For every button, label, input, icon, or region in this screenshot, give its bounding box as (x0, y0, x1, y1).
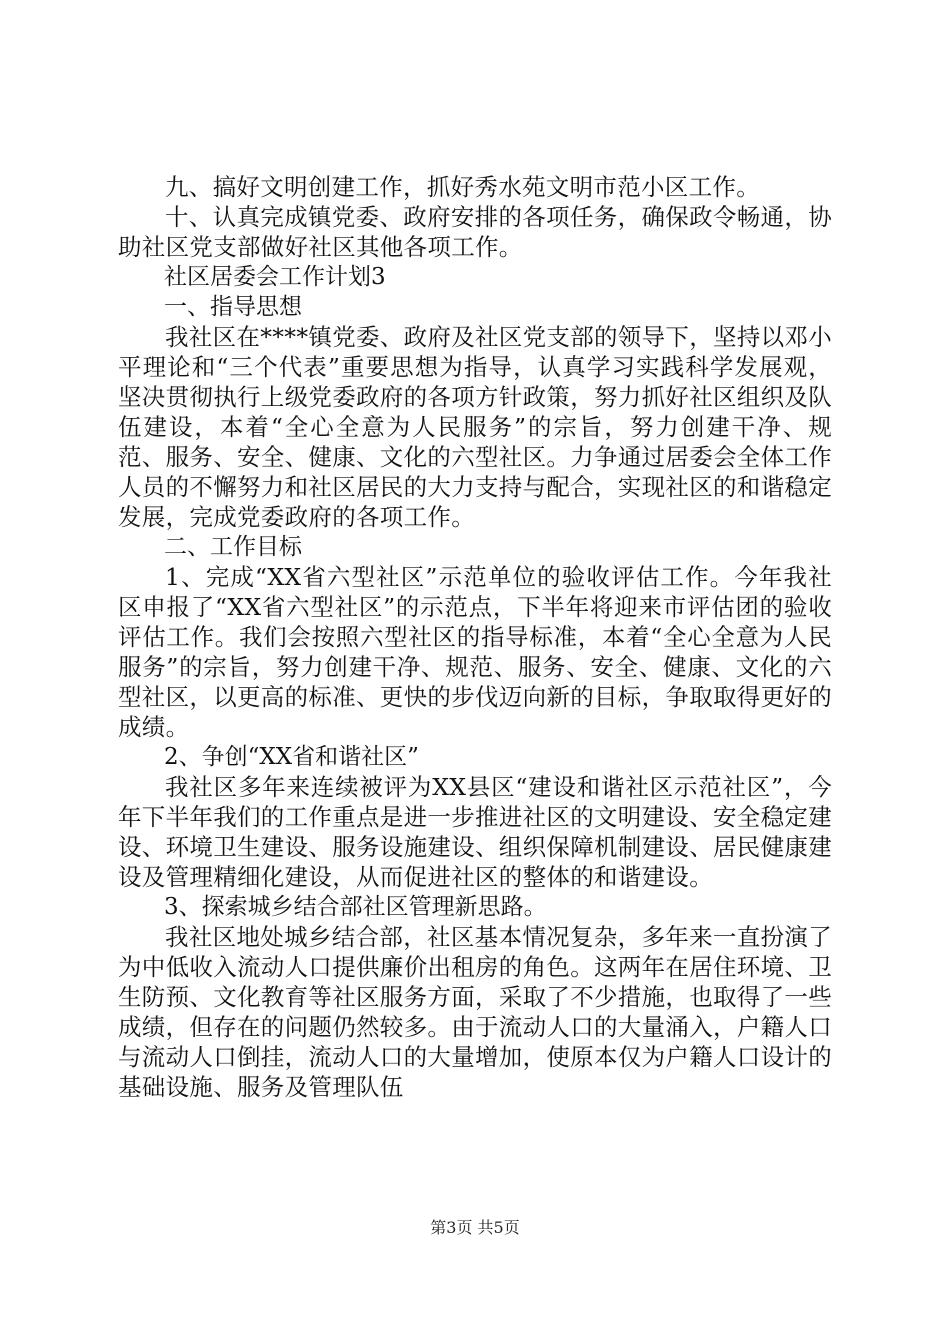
page-footer: 第3页 共5页 (430, 1218, 520, 1237)
paragraph-item-10: 十、认真完成镇党委、政府安排的各项任务，确保政令畅通，协助社区党支部做好社区其他各项工作。 (118, 203, 832, 261)
heading-goal-2: 2、争创“XX省和谐社区” (164, 744, 419, 770)
paragraph-goal-1: 1、完成“XX省六型社区”示范单位的验收评估工作。今年我社区申报了“XX省六型社区”的示范点，下半年将迎来市评估团的验收评估工作。我们会按照六型社区的指导标准，本着“全心全意为人民服务”的宗旨，努力创建干净、规范、服务、安全、健康、文化的六型社区，以更高的标准、更快的步伐迈向新的目标，争取取得更好的成绩。 (118, 563, 832, 741)
section-title: 社区居委会工作计划3 (164, 264, 386, 290)
paragraph-goal-2: 我社区多年来连续被评为XX县区“建设和谐社区示范社区”，今年下半年我们的工作重点是进一步推进社区的文明建设、安全稳定建设、环境卫生建设、服务设施建设、组织保障机制建设、居民健康建设及管理精细化建设，从而促进社区的整体的和谐建设。 (118, 773, 832, 891)
paragraph-guiding-idea: 我社区在****镇党委、政府及社区党支部的领导下，坚持以邓小平理论和“三个代表”重要思想为指导，认真学习实践科学发展观，坚决贯彻执行上级党委政府的各项方针政策，努力抓好社区组织及队伍建设，本着“全心全意为人民服务”的宗旨，努力创建干净、规范、服务、安全、健康、文化的六型社区。力争通过居委会全体工作人员的不懈努力和社区居民的大力支持与配合，实现社区的和谐稳定发展，完成党委政府的各项工作。 (118, 323, 832, 531)
paragraph-item-9: 九、搞好文明创建工作，抓好秀水苑文明市范小区工作。 (165, 173, 760, 201)
heading-goal-3: 3、探索城乡结合部社区管理新思路。 (164, 894, 547, 920)
heading-guiding-idea: 一、指导思想 (164, 294, 302, 320)
paragraph-goal-3: 我社区地处城乡结合部，社区基本情况复杂，多年来一直扮演了为中低收入流动人口提供廉价出租房的角色。这两年在居住环境、卫生防预、文化教育等社区服务方面，采取了不少措施，也取得了一些成绩，但存在的问题仍然较多。由于流动人口的大量涌入，户籍人口与流动人口倒挂，流动人口的大量增加，使原本仅为户籍人口设计的基础设施、服务及管理队伍 (118, 923, 832, 1101)
heading-work-goals: 二、工作目标 (164, 534, 302, 560)
document-body (118, 172, 832, 1102)
